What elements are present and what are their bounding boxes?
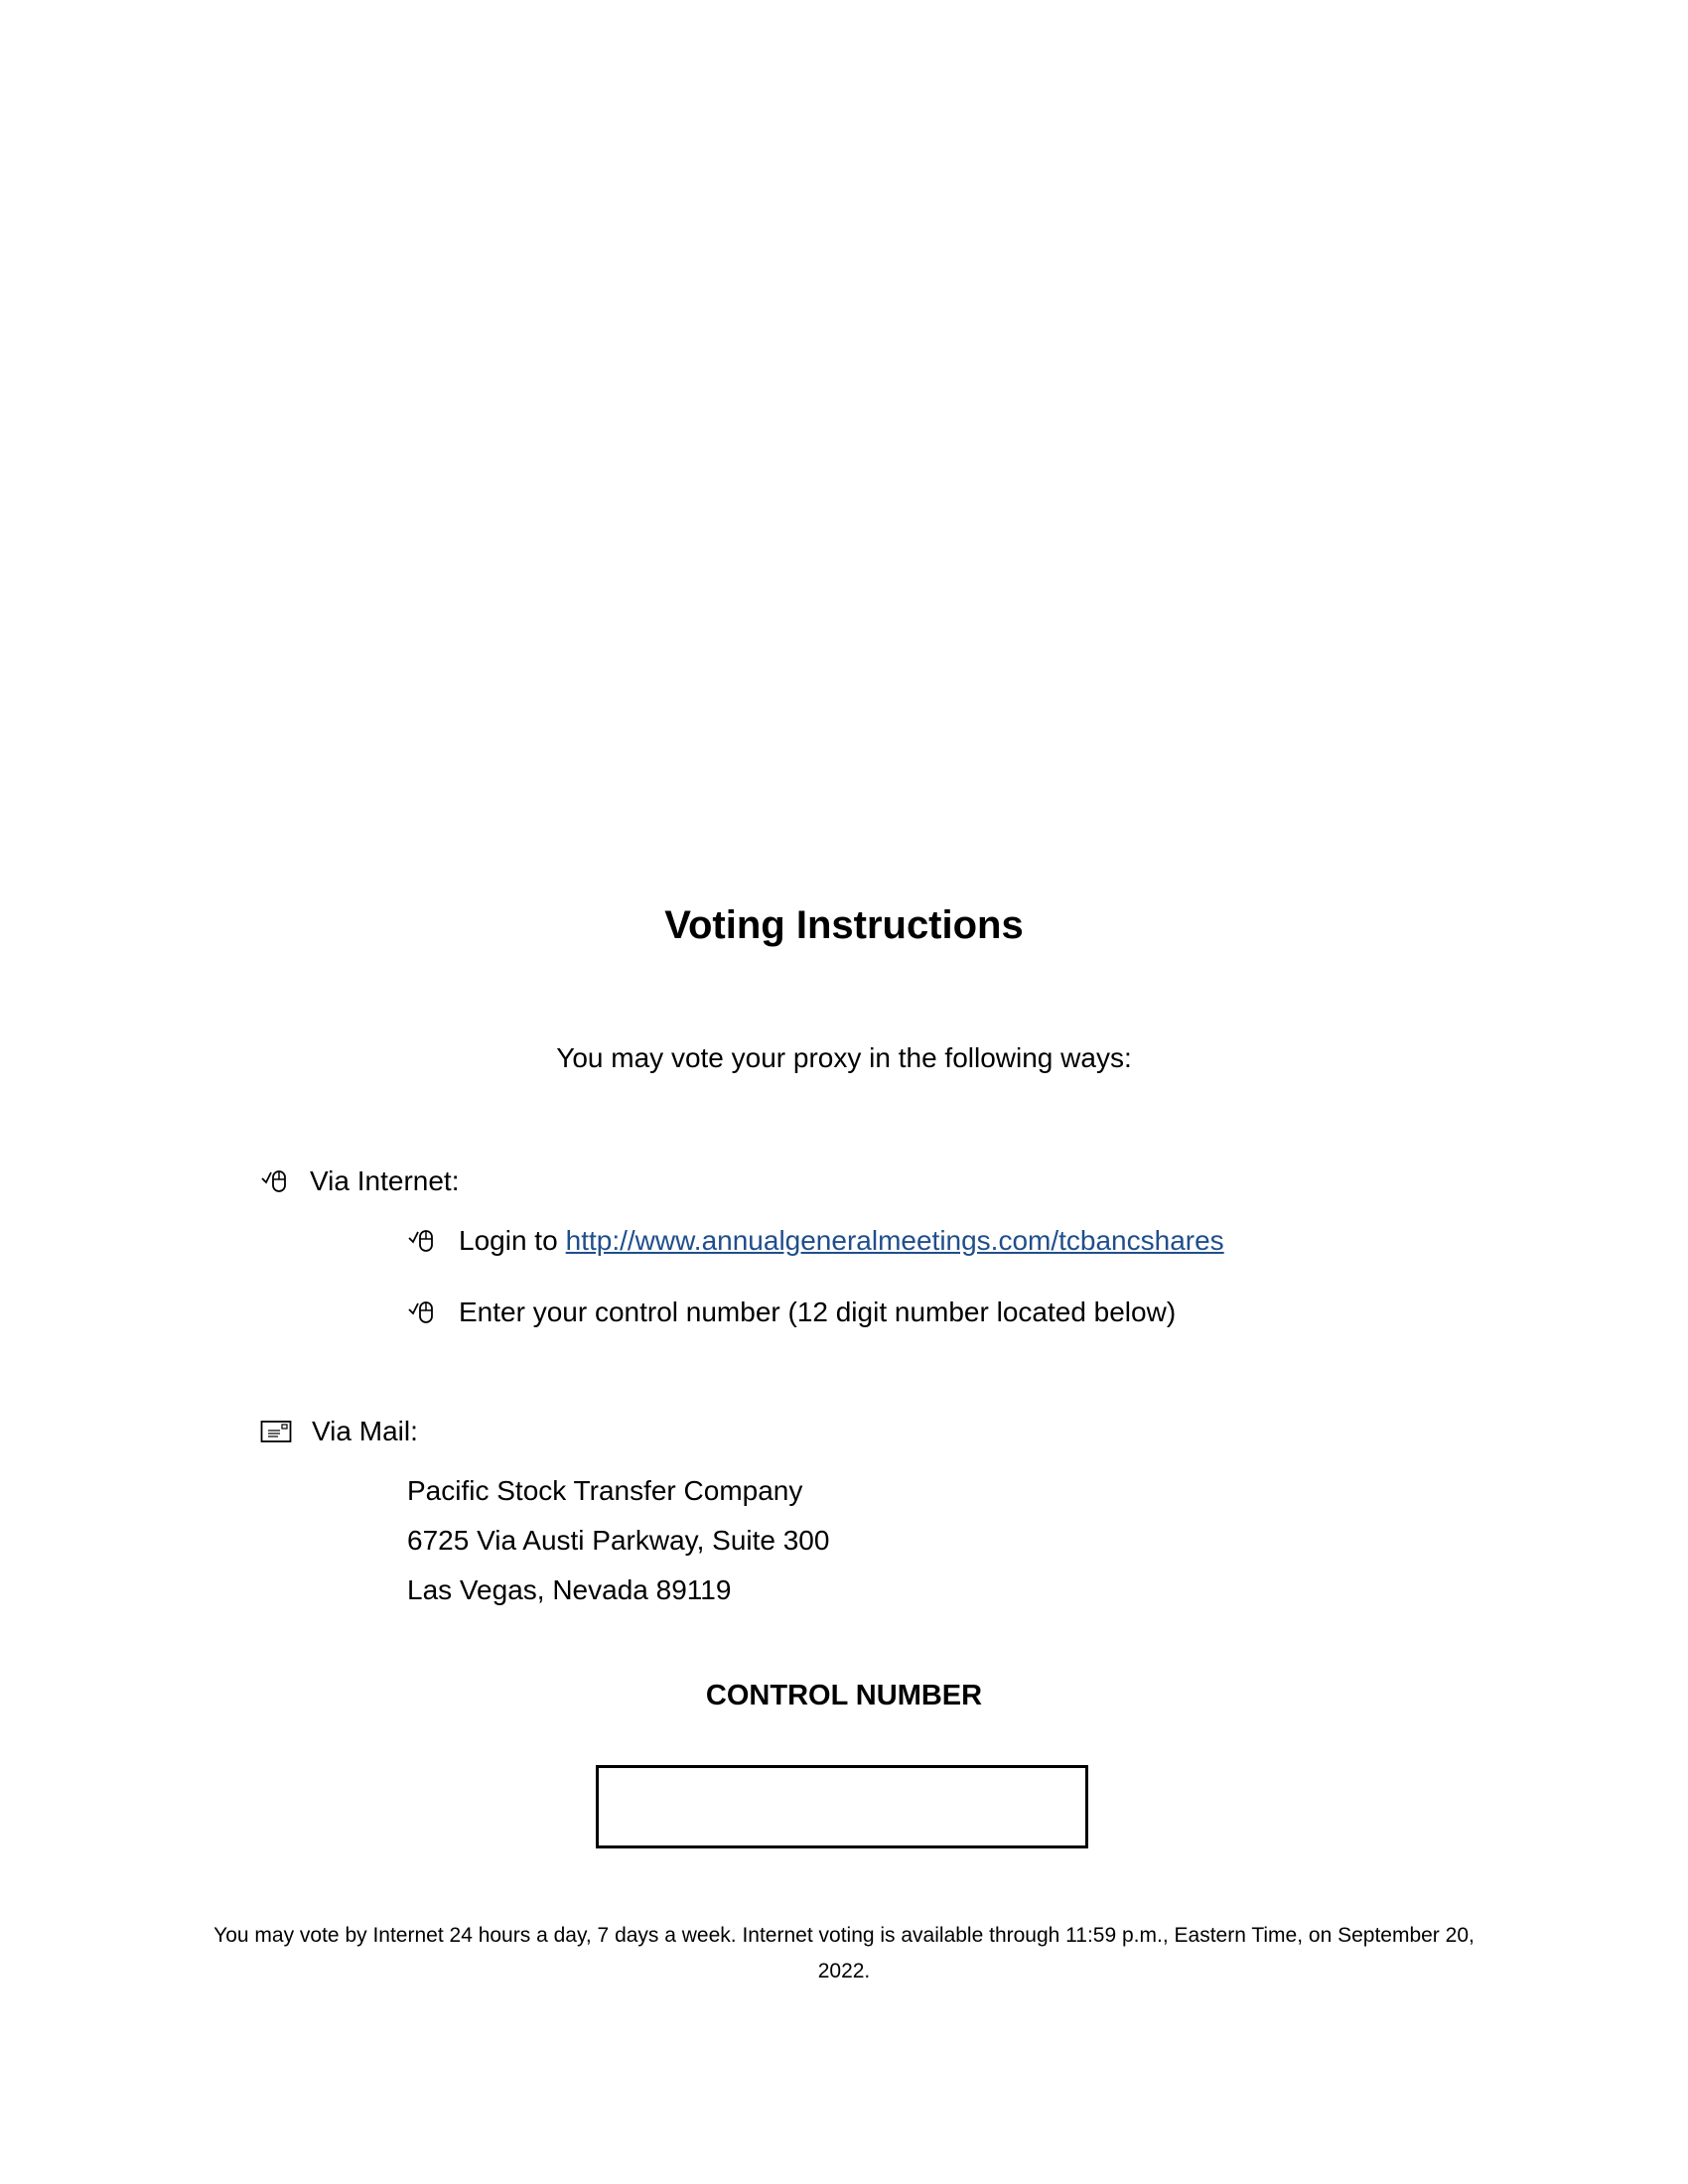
mail-address-line: 6725 Via Austi Parkway, Suite 300 [407, 1525, 830, 1556]
internet-step-control-number [407, 1295, 1176, 1330]
mail-section-heading [260, 1414, 418, 1449]
control-number-step-text: Enter your control number (12 digit number located below) [459, 1297, 1177, 1327]
voting-website-link[interactable]: http://www.annualgeneralmeetings.com/tcbancshares [565, 1225, 1224, 1256]
mail-address-line: Las Vegas, Nevada 89119 [407, 1574, 732, 1605]
control-number-label: CONTROL NUMBER [705, 1680, 983, 1711]
internet-section-heading [260, 1163, 459, 1199]
control-number-box [596, 1765, 1088, 1848]
mail-heading-label: Via Mail: [312, 1416, 418, 1446]
mouse-click-icon [260, 1166, 290, 1196]
mouse-click-icon [407, 1297, 437, 1327]
voting-hours-note: You may vote by Internet 24 hours a day, 7 days a week. Internet voting is available through 11:59 p.m., Eastern Time, on September 20, 2022. [213, 1924, 1475, 1982]
intro-text: You may vote your proxy in the following ways: [556, 1042, 1132, 1073]
page-title: Voting Instructions [664, 903, 1024, 947]
envelope-icon [260, 1419, 292, 1444]
internet-heading-label: Via Internet: [310, 1165, 460, 1196]
mail-address-line: Pacific Stock Transfer Company [407, 1475, 803, 1506]
mouse-click-icon [407, 1226, 437, 1256]
internet-step-login [407, 1223, 1224, 1259]
login-prefix: Login to [459, 1225, 558, 1256]
